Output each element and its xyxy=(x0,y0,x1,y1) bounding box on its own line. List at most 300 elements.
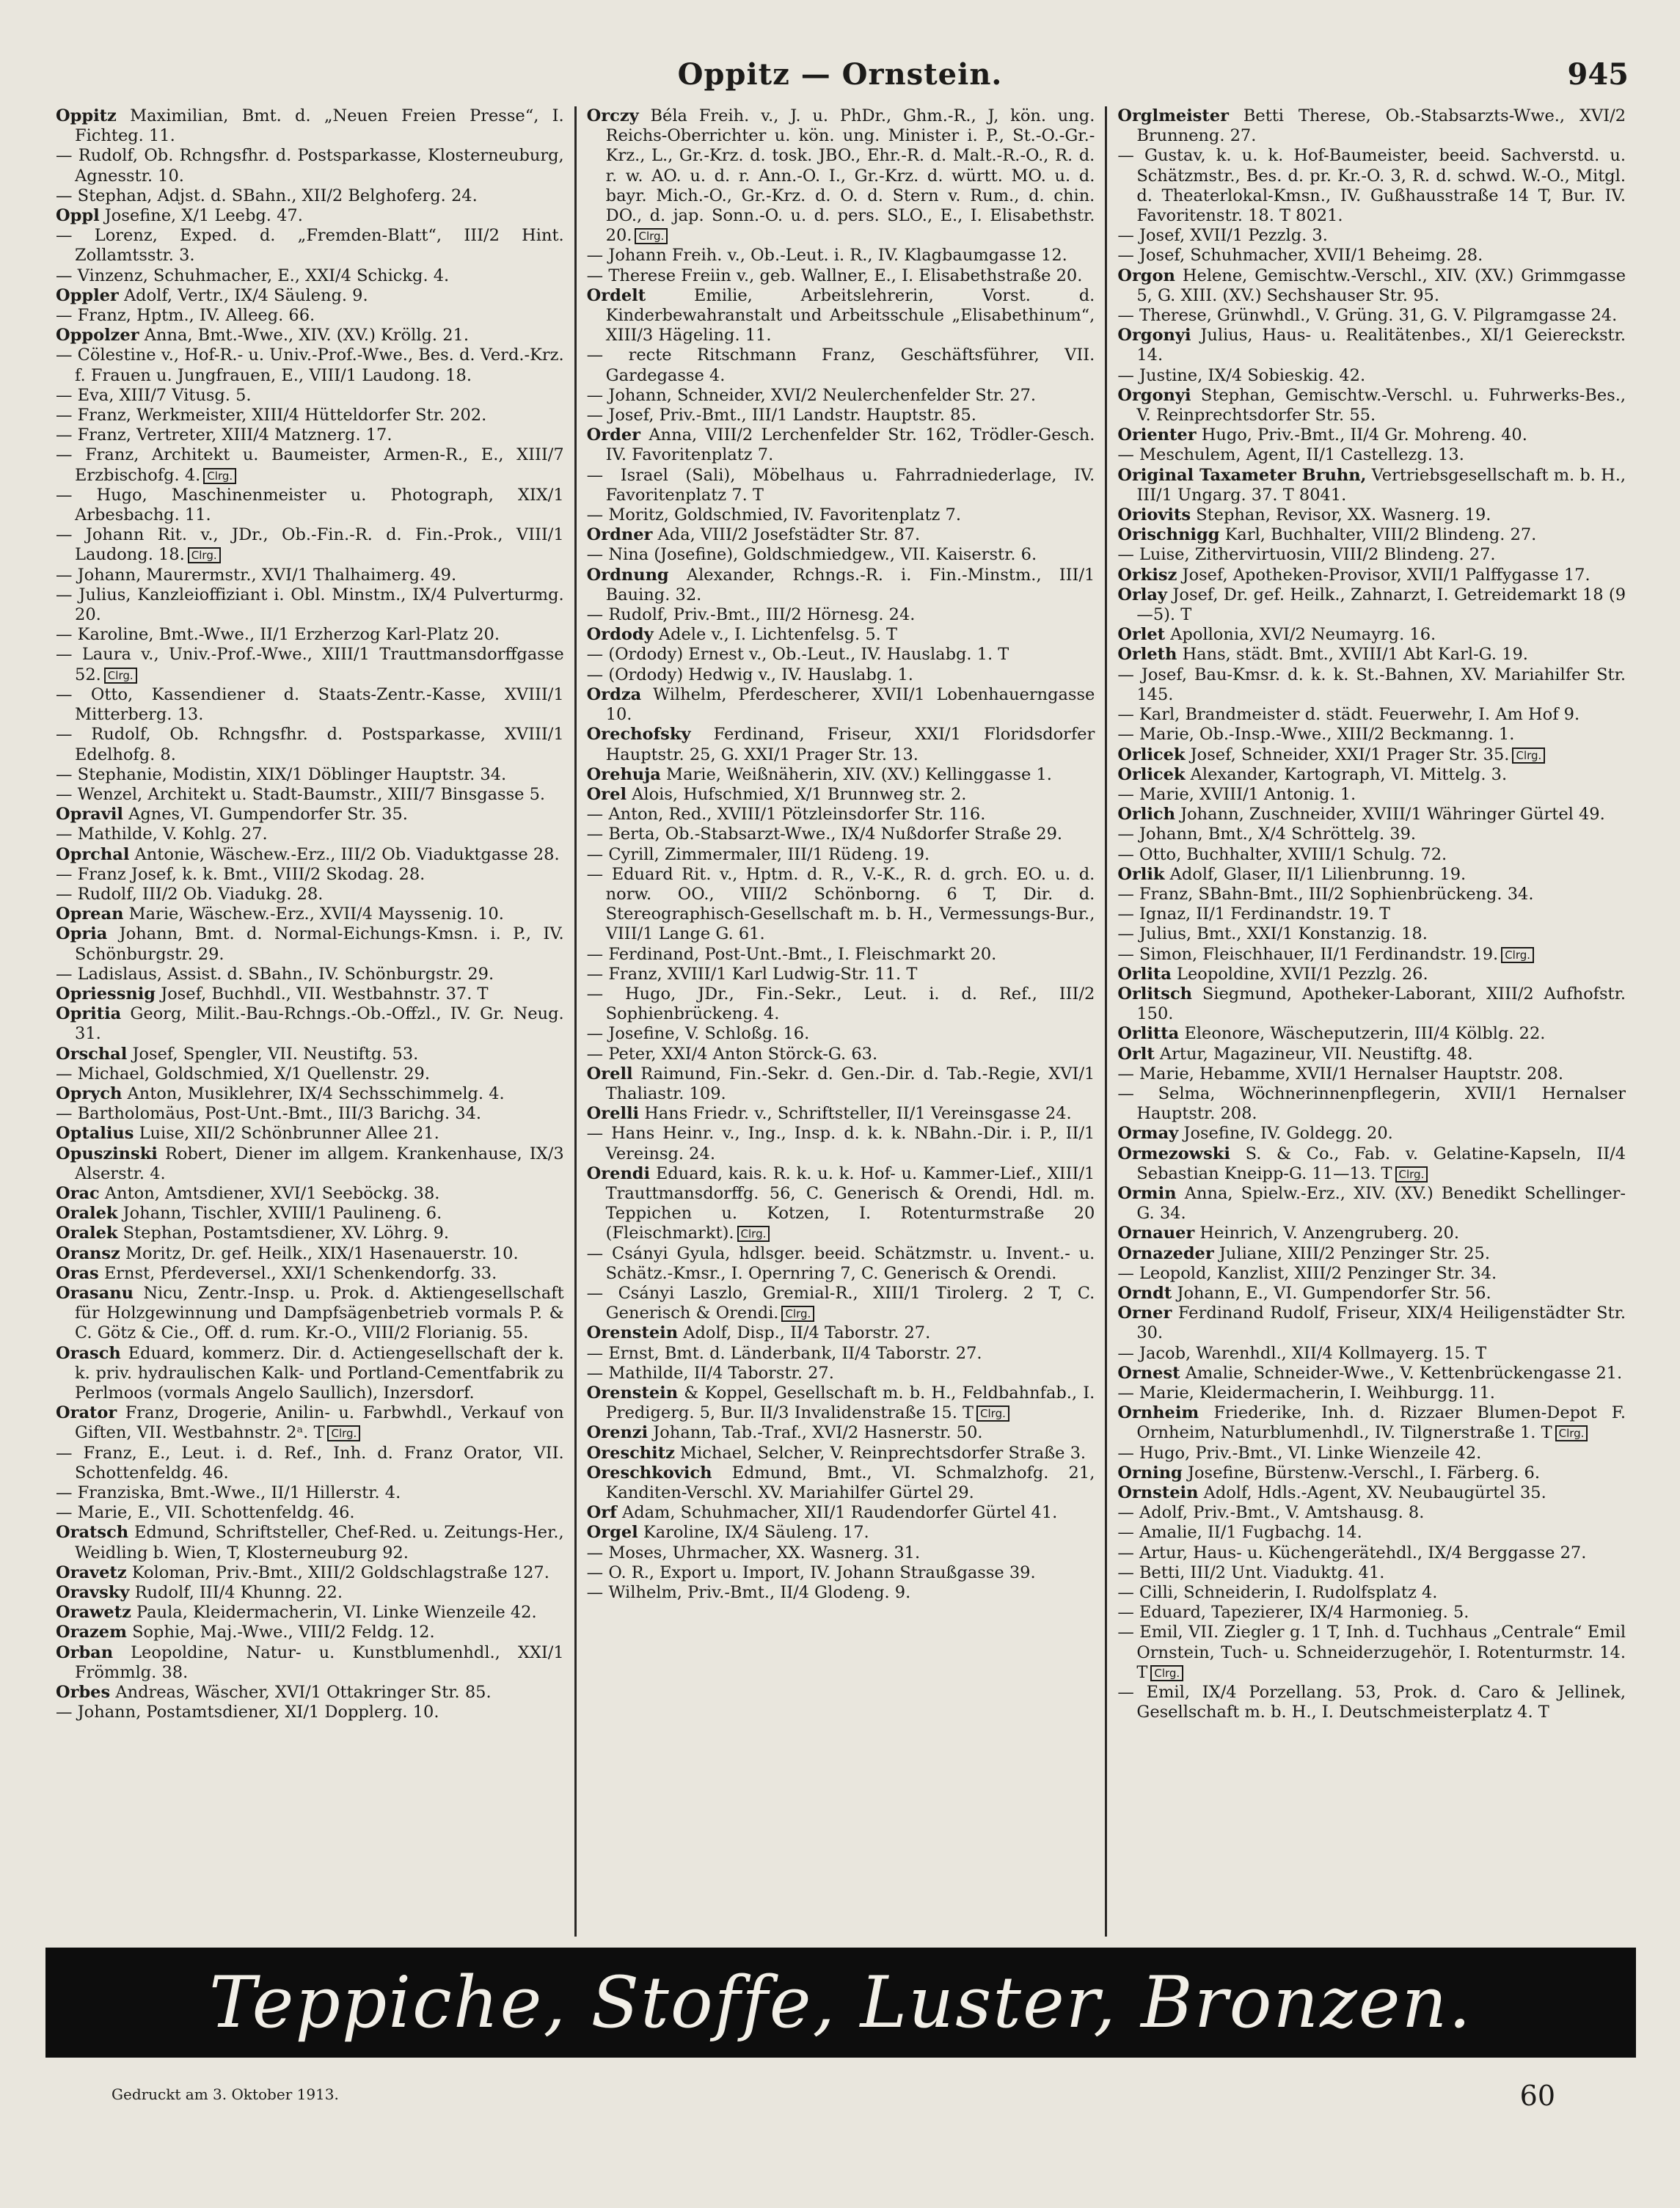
entry-details: Anna, VIII/2 Lerchenfelder Str. 162, Trödler-Gesch. IV. Favoritenplatz 7. xyxy=(605,425,1095,465)
entry-details: — Selma, Wöchnerinnenpflegerin, XVII/1 Hernalser Hauptstr. 208. xyxy=(1117,1083,1626,1124)
entry-surname: Orenzi xyxy=(586,1423,649,1443)
entry-details: Georg, Milit.-Bau-Rchngs.-Ob.-Offzl., IV. Gr. Neug. 31. xyxy=(75,1004,564,1044)
directory-entry xyxy=(56,525,564,565)
directory-entry xyxy=(56,885,564,904)
entry-details: Edmund, Bmt., VI. Schmalzhofg. 21, Kanditen-Verschl. XV. Mariahilfer Gürtel 29. xyxy=(605,1463,1095,1503)
directory-entry xyxy=(587,1284,1095,1323)
directory-entry xyxy=(1117,1284,1626,1304)
entry-details: — Eduard, Tapezierer, IX/4 Harmonieg. 5. xyxy=(1117,1603,1469,1623)
entry-surname: Ormin xyxy=(1117,1183,1177,1203)
entry-details: — Wilhelm, Priv.-Bmt., II/4 Glodeng. 9. xyxy=(586,1583,911,1603)
entry-details: — Artur, Haus- u. Küchengerätehdl., IX/4 Berggasse 27. xyxy=(1117,1543,1587,1562)
entry-details: Stephan, Gemischtw.-Verschl. u. Fuhrwerks-Bes., V. Reinprechtsdorfer Str. 55. xyxy=(1136,385,1626,425)
entry-details: — Franz, XVIII/1 Karl Ludwig-Str. 11. T xyxy=(586,964,918,984)
directory-entry xyxy=(56,1483,564,1503)
entry-surname: Oreschitz xyxy=(586,1443,675,1463)
directory-entry xyxy=(1117,945,1626,965)
entry-details: — Vinzenz, Schuhmacher, E., XXI/4 Schickg. 4. xyxy=(56,266,450,285)
directory-entry xyxy=(587,246,1095,266)
directory-entry xyxy=(1117,326,1626,365)
directory-entry xyxy=(1117,765,1626,785)
entry-details: — Moses, Uhrmacher, XX. Wasnerg. 31. xyxy=(586,1543,921,1562)
advertisement-banner xyxy=(45,1948,1636,2058)
entry-details: Josef, Buchhdl., VII. Westbahnstr. 37. T xyxy=(161,984,489,1004)
entry-details: — Cölestine v., Hof-R.- u. Univ.-Prof.-Wwe., Bes. d. Verd.-Krz. f. Frauen u. Jungfrauen, E., VIII/1 Laudong. 18. xyxy=(56,346,564,385)
directory-entry xyxy=(1117,226,1626,246)
directory-entry xyxy=(1117,1463,1626,1483)
directory-entry xyxy=(1117,1364,1626,1383)
entry-surname: Ordza xyxy=(586,684,642,704)
directory-entry xyxy=(587,1543,1095,1563)
entry-surname: Ordner xyxy=(586,525,653,545)
directory-entry xyxy=(587,845,1095,865)
entry-surname: Orlich xyxy=(1117,805,1175,825)
entry-details: — Anton, Red., XVIII/1 Pötzleinsdorfer Str. 116. xyxy=(586,805,986,825)
entry-details: — Hans Heinr. v., Ing., Insp. d. k. k. NBahn.-Dir. i. P., II/1 Vereinsg. 24. xyxy=(586,1124,1095,1163)
entry-surname: Oratsch xyxy=(56,1523,129,1543)
directory-entry xyxy=(1117,246,1626,266)
directory-entry xyxy=(587,386,1095,406)
entry-details: — Leopold, Kanzlist, XIII/2 Penzinger Str. 34. xyxy=(1117,1263,1497,1283)
directory-entry xyxy=(56,904,564,924)
entry-details: Julius, Haus- u. Realitätenbes., XI/1 Geiereckstr. 14. xyxy=(1136,326,1626,365)
entry-details: Adele v., I. Lichtenfelsg. 5. T xyxy=(658,625,897,645)
sheet-number: 60 xyxy=(1519,2080,1555,2112)
entry-details: — Karoline, Bmt.-Wwe., II/1 Erzherzog Karl-Platz 20. xyxy=(56,625,500,645)
directory-entry xyxy=(1117,466,1626,505)
entry-details: — Franz, SBahn-Bmt., III/2 Sophienbrückeng. 34. xyxy=(1117,884,1534,904)
directory-entry xyxy=(587,825,1095,844)
directory-entry xyxy=(587,466,1095,505)
entry-details: — Lorenz, Exped. d. „Fremden-Blatt“, III/2 Hint. Zollamtsstr. 3. xyxy=(56,226,564,266)
directory-entry xyxy=(587,1423,1095,1443)
entry-details: Vertriebsgesellschaft m. b. H., III/1 Ungarg. 37. T 8041. xyxy=(1136,465,1626,505)
entry-details: — Karl, Brandmeister d. städt. Feuerwehr, I. Am Hof 9. xyxy=(1117,705,1580,725)
entry-details: — Cyrill, Zimmermaler, III/1 Rüdeng. 19. xyxy=(586,844,930,864)
directory-entry xyxy=(56,1623,564,1642)
entry-surname: Ornest xyxy=(1117,1363,1180,1383)
entry-details: — Eva, XIII/7 Vitusg. 5. xyxy=(56,385,252,405)
page-footer xyxy=(45,2080,1636,2116)
directory-entry xyxy=(56,805,564,825)
entry-surname: Orlitsch xyxy=(1117,984,1193,1004)
entry-details: — Josef, Schuhmacher, XVII/1 Beheimg. 28. xyxy=(1117,246,1483,266)
entry-details: — Hugo, Priv.-Bmt., VI. Linke Wienzeile 42. xyxy=(1117,1443,1482,1463)
entry-details: Hans, städt. Bmt., XVIII/1 Abt Karl-G. 19. xyxy=(1182,645,1528,665)
entry-details: — Ernst, Bmt. d. Länderbank, II/4 Taborstr. 27. xyxy=(586,1343,982,1363)
directory-entry xyxy=(1117,825,1626,844)
directory-entry xyxy=(587,625,1095,645)
entry-details: Leopoldine, Natur- u. Kunstblumenhdl., XXI/1 Frömmlg. 38. xyxy=(75,1642,564,1682)
directory-entry xyxy=(1117,885,1626,904)
directory-entry xyxy=(56,1683,564,1703)
directory-entry xyxy=(587,1364,1095,1383)
directory-entry xyxy=(1117,745,1626,765)
directory-entry xyxy=(587,425,1095,465)
directory-entry xyxy=(56,266,564,286)
entry-details: Artur, Magazineur, VII. Neustiftg. 48. xyxy=(1159,1044,1473,1064)
directory-entry xyxy=(56,306,564,326)
entry-details: — Mathilde, II/4 Taborstr. 27. xyxy=(586,1363,834,1383)
entry-details: Anna, Bmt.-Wwe., XIV. (XV.) Kröllg. 21. xyxy=(144,326,469,346)
directory-entry xyxy=(56,645,564,684)
entry-details: — Ferdinand, Post-Unt.-Bmt., I. Fleischmarkt 20. xyxy=(586,944,997,964)
entry-surname: Orasanu xyxy=(56,1283,134,1303)
entry-details: — Stephan, Adjst. d. SBahn., XII/2 Belghoferg. 24. xyxy=(56,186,478,205)
entry-details: Edmund, Schriftsteller, Chef-Red. u. Zeitungs-Her., Weidling b. Wien, T, Klosterneuburg 92. xyxy=(75,1523,564,1562)
entry-surname: Orlet xyxy=(1117,625,1166,645)
directory-entry xyxy=(587,1463,1095,1503)
entry-details: — recte Ritschmann Franz, Geschäftsführer, VII. Gardegasse 4. xyxy=(586,346,1095,385)
directory-entry xyxy=(1117,1503,1626,1523)
entry-details: Wilhelm, Pferdescherer, XVII/1 Lobenhauerngasse 10. xyxy=(605,684,1095,725)
entry-surname: Orasch xyxy=(56,1343,121,1363)
entry-details: Ada, VIII/2 Josefstädter Str. 87. xyxy=(657,525,921,545)
telephone-badge: Clrg. xyxy=(1395,1166,1428,1182)
entry-surname: Original Taxameter Bruhn, xyxy=(1117,465,1367,485)
entry-surname: Orgonyi xyxy=(1117,385,1191,405)
directory-entry xyxy=(1117,705,1626,725)
directory-entry xyxy=(587,566,1095,605)
directory-entry xyxy=(56,845,564,865)
entry-surname: Orlita xyxy=(1117,964,1172,984)
entry-surname: Orndt xyxy=(1117,1283,1172,1303)
directory-entry xyxy=(56,1204,564,1224)
entry-details: Ernst, Pferdeversel., XXI/1 Schenkendorfg. 33. xyxy=(103,1263,497,1283)
entry-details: Alexander, Kartograph, VI. Mittelg. 3. xyxy=(1190,764,1508,784)
entry-details: — Julius, Kanzleioffiziant i. Obl. Minstm., IX/4 Pulverturmg. 20. xyxy=(56,585,564,625)
entry-details: — Otto, Kassendiener d. Staats-Zentr.-Kasse, XVIII/1 Mitterberg. 13. xyxy=(56,684,564,725)
directory-entry xyxy=(56,566,564,585)
telephone-badge: Clrg. xyxy=(635,228,668,244)
directory-entry xyxy=(56,1144,564,1184)
directory-entry xyxy=(1117,1184,1626,1224)
entry-details: — Josef, Priv.-Bmt., III/1 Landstr. Hauptstr. 85. xyxy=(586,406,976,425)
directory-entry xyxy=(587,1024,1095,1044)
entry-details: — (Ordody) Ernest v., Ob.-Leut., IV. Hauslabg. 1. T xyxy=(586,645,1009,665)
entry-details: — Franz, Architekt u. Baumeister, Armen-R., E., XIII/7 Erzbischofg. 4. xyxy=(56,445,564,485)
entry-details: — Hugo, JDr., Fin.-Sekr., Leut. i. d. Ref., III/2 Sophienbrückeng. 4. xyxy=(586,984,1095,1024)
directory-entry xyxy=(587,1323,1095,1343)
directory-entry xyxy=(587,645,1095,665)
telephone-badge: Clrg. xyxy=(203,468,236,484)
entry-details: — Johann Rit. v., JDr., Ob.-Fin.-R. d. Fin.-Prok., VIII/1 Laudong. 18. xyxy=(56,525,564,565)
directory-entry xyxy=(56,445,564,485)
directory-entry xyxy=(1117,585,1626,625)
entry-details: Josef, Dr. gef. Heilk., Zahnarzt, I. Getreidemarkt 18 (9—5). T xyxy=(1136,585,1626,625)
entry-surname: Ornheim xyxy=(1117,1403,1199,1423)
entry-details: — Luise, Zithervirtuosin, VIII/2 Blindeng. 27. xyxy=(1117,545,1496,565)
directory-entry xyxy=(56,825,564,844)
entry-details: Anton, Amtsdiener, XVI/1 Seeböckg. 38. xyxy=(104,1183,440,1203)
entry-details: — Marie, Ob.-Insp.-Wwe., XIII/2 Beckmanng. 1. xyxy=(1117,725,1515,745)
directory-entry xyxy=(56,965,564,984)
telephone-badge: Clrg. xyxy=(737,1226,770,1242)
directory-entry xyxy=(587,1164,1095,1244)
entry-details: Amalie, Schneider-Wwe., V. Kettenbrückengasse 21. xyxy=(1185,1363,1623,1383)
entry-surname: Orienter xyxy=(1117,425,1197,445)
entry-details: — Betti, III/2 Unt. Viaduktg. 41. xyxy=(1117,1562,1385,1582)
entry-details: — Emil, VII. Ziegler g. 1 T, Inh. d. Tuchhaus „Centrale“ Emil Ornstein, Tuch- u. Schneiderzugehör, I. Rotenturmstr. 14. T xyxy=(1117,1623,1626,1682)
directory-entry xyxy=(1117,1244,1626,1264)
entry-details: — Ladislaus, Assist. d. SBahn., IV. Schönburgstr. 29. xyxy=(56,964,494,984)
directory-entry xyxy=(587,945,1095,965)
directory-entry xyxy=(587,605,1095,625)
entry-details: — Therese, Grünwhdl., V. Grüng. 31, G. V. Pilgramgasse 24. xyxy=(1117,306,1618,326)
entry-details: — Johann, Schneider, XVI/2 Neulerchenfelder Str. 27. xyxy=(586,385,1037,405)
entry-details: — Marie, E., VII. Schottenfeldg. 46. xyxy=(56,1503,355,1523)
entry-details: — Berta, Ob.-Stabsarzt-Wwe., IX/4 Nußdorfer Straße 29. xyxy=(586,825,1063,844)
entry-details: Antonie, Wäschew.-Erz., III/2 Ob. Viaduktgasse 28. xyxy=(134,844,560,864)
entry-details: Johann, Bmt. d. Normal-Eichungs-Kmsn. i. P., IV. Schönburgstr. 29. xyxy=(75,924,564,964)
directory-entry xyxy=(1117,1383,1626,1403)
entry-surname: Ormay xyxy=(1117,1124,1179,1144)
entry-details: — Bartholomäus, Post-Unt.-Bmt., III/3 Barichg. 34. xyxy=(56,1104,482,1124)
entry-details: — Amalie, II/1 Fugbachg. 14. xyxy=(1117,1523,1362,1543)
entry-details: Andreas, Wäscher, XVI/1 Ottakringer Str. 85. xyxy=(115,1683,492,1703)
directory-entry xyxy=(1117,965,1626,984)
telephone-badge: Clrg. xyxy=(1501,947,1534,963)
entry-surname: Orner xyxy=(1117,1304,1172,1323)
entry-surname: Orelli xyxy=(586,1104,640,1124)
entry-details: — Nina (Josefine), Goldschmiedgew., VII. Kaiserstr. 6. xyxy=(586,545,1037,565)
entry-details: — Stephanie, Modistin, XIX/1 Döblinger Hauptstr. 34. xyxy=(56,764,507,784)
entry-details: Johann, Tischler, XVIII/1 Paulineng. 6. xyxy=(123,1204,442,1224)
directory-entry xyxy=(56,226,564,266)
directory-entry xyxy=(587,1104,1095,1124)
entry-surname: Oppl xyxy=(56,206,100,226)
directory-entry xyxy=(1117,386,1626,425)
entry-details: Juliane, XIII/2 Penzinger Str. 25. xyxy=(1219,1243,1490,1263)
entry-details: — O. R., Export u. Import, IV. Johann Straußgasse 39. xyxy=(586,1562,1036,1582)
directory-entry xyxy=(56,1603,564,1623)
directory-entry xyxy=(1117,106,1626,146)
entry-surname: Orkisz xyxy=(1117,565,1177,585)
directory-entry xyxy=(587,1064,1095,1104)
directory-entry xyxy=(56,286,564,306)
entry-surname: Opriessnig xyxy=(56,984,156,1004)
directory-entry xyxy=(587,1444,1095,1463)
entry-details: Adolf, Vertr., IX/4 Säuleng. 9. xyxy=(123,285,368,305)
directory-entry xyxy=(56,1064,564,1084)
directory-entry xyxy=(1117,1444,1626,1463)
page-title: Oppitz — Ornstein. xyxy=(677,57,1003,92)
entry-details: — Johann, Postamtsdiener, XI/1 Dopplerg. 10. xyxy=(56,1703,439,1722)
entry-details: — Csányi Laszlo, Gremial-R., XIII/1 Tirolerg. 2 T, C. Generisch & Orendi. xyxy=(586,1283,1095,1323)
directory-entry xyxy=(1117,425,1626,445)
entry-details: — Franz, E., Leut. i. d. Ref., Inh. d. Franz Orator, VII. Schottenfeldg. 46. xyxy=(56,1443,564,1483)
entry-surname: Orawetz xyxy=(56,1603,131,1623)
entry-details: Helene, Gemischtw.-Verschl., XIV. (XV.) Grimmgasse 5, G. XIII. (XV.) Sechshauser Str. 95. xyxy=(1136,266,1626,305)
entry-details: Friederike, Inh. d. Rizzaer Blumen-Depot F. Ornheim, Naturblumenhdl., IV. Tilgnerstraße 1. T xyxy=(1136,1403,1626,1443)
entry-surname: Opria xyxy=(56,924,108,944)
entry-details: — Otto, Buchhalter, XVIII/1 Schulg. 72. xyxy=(1117,844,1447,864)
directory-entry xyxy=(1117,1344,1626,1364)
entry-details: — Johann, Bmt., X/4 Schröttelg. 39. xyxy=(1117,825,1417,844)
directory-entry xyxy=(1117,1483,1626,1503)
entry-surname: Orlay xyxy=(1117,585,1167,604)
entry-details: Eduard, kais. R. k. u. k. Hof- u. Kammer-Lief., XIII/1 Trauttmansdorffg. 56, C. Generisch & Orendi, Hdl. m. Teppichen u. Kotzen, I. Rotenturmstraße 20 (Fleischmarkt). xyxy=(605,1163,1095,1243)
directory-entry xyxy=(56,1643,564,1683)
entry-details: Alexander, Rchngs.-R. i. Fin.-Minstm., III/1 Bauing. 32. xyxy=(605,565,1095,604)
directory-entry xyxy=(56,326,564,346)
entry-details: Maximilian, Bmt. d. „Neuen Freien Presse“, I. Fichteg. 11. xyxy=(75,106,564,146)
entry-details: — Franz, Vertreter, XIII/4 Matznerg. 17. xyxy=(56,425,392,445)
directory-entry xyxy=(1117,366,1626,386)
entry-details: — Wenzel, Architekt u. Stadt-Baumstr., XIII/7 Binsgasse 5. xyxy=(56,784,546,804)
directory-entry xyxy=(56,1084,564,1104)
entry-details: S. & Co., Fab. v. Gelatine-Kapseln, II/4 Sebastian Kneipp-G. 11—13. T xyxy=(1136,1144,1626,1183)
directory-entry xyxy=(56,346,564,385)
entry-surname: Oppitz xyxy=(56,106,117,125)
entry-surname: Orglmeister xyxy=(1117,106,1229,125)
entry-details: Raimund, Fin.-Sekr. d. Gen.-Dir. d. Tab.-Regie, XVI/1 Thaliastr. 109. xyxy=(605,1064,1095,1103)
directory-entry xyxy=(1117,725,1626,745)
entry-surname: Oriovits xyxy=(1117,505,1191,525)
directory-entry xyxy=(56,1124,564,1144)
directory-entry xyxy=(587,106,1095,246)
directory-entry xyxy=(56,625,564,645)
entry-details: Koloman, Priv.-Bmt., XIII/2 Goldschlagstraße 127. xyxy=(131,1562,549,1582)
entry-details: Hans Friedr. v., Schriftsteller, II/1 Vereinsgasse 24. xyxy=(644,1104,1072,1124)
banner-text: Teppiche, Stoffe, Luster, Bronzen. xyxy=(209,1962,1472,2044)
entry-details: — Johann Freih. v., Ob.-Leut. i. R., IV. Klagbaumgasse 12. xyxy=(586,246,1067,266)
telephone-badge: Clrg. xyxy=(1555,1425,1588,1441)
entry-details: — Josef, XVII/1 Pezzlg. 3. xyxy=(1117,226,1328,246)
directory-entry xyxy=(56,406,564,425)
telephone-badge: Clrg. xyxy=(104,668,137,684)
entry-surname: Orac xyxy=(56,1183,100,1203)
entry-surname: Ormezowski xyxy=(1117,1144,1230,1163)
entry-details: — Rudolf, Priv.-Bmt., III/2 Hörnesg. 24. xyxy=(586,605,916,625)
directory-entry xyxy=(56,685,564,725)
directory-entry xyxy=(587,525,1095,545)
directory-entry xyxy=(56,865,564,885)
entry-details: Eduard, kommerz. Dir. d. Actiengesellschaft der k. k. priv. hydraulischen Kalk- und Portland-Cementfabrik zu Perlmoos (vormals Angelo Saullich), Inzersdorf. xyxy=(75,1343,564,1403)
directory-entry xyxy=(56,1703,564,1722)
directory-entry xyxy=(587,865,1095,945)
entry-details: Michael, Selcher, V. Reinprechtsdorfer Straße 3. xyxy=(680,1443,1086,1463)
directory-entry xyxy=(1117,924,1626,944)
entry-details: — Laura v., Univ.-Prof.-Wwe., XIII/1 Trauttmansdorffgasse 52. xyxy=(56,645,564,684)
entry-details: — Johann, Maurermstr., XVI/1 Thalhaimerg. 49. xyxy=(56,565,457,585)
directory-entry xyxy=(56,1403,564,1443)
entry-details: Luise, XII/2 Schönbrunner Allee 21. xyxy=(139,1124,439,1144)
entry-surname: Oprean xyxy=(56,904,124,924)
directory-entry xyxy=(587,406,1095,425)
directory-entry xyxy=(1117,805,1626,825)
directory-entry xyxy=(1117,146,1626,226)
directory-entry xyxy=(587,1045,1095,1064)
directory-entry xyxy=(56,106,564,146)
entry-details: Leopoldine, XVII/1 Pezzlg. 26. xyxy=(1177,964,1428,984)
entry-details: — Franz Josef, k. k. Bmt., VIII/2 Skodag. 28. xyxy=(56,864,426,884)
directory-entry xyxy=(56,386,564,406)
entry-surname: Ornazeder xyxy=(1117,1243,1214,1263)
directory-entry xyxy=(56,146,564,186)
entry-details: Marie, Weißnäherin, XIV. (XV.) Kellinggasse 1. xyxy=(666,764,1052,784)
directory-entry xyxy=(1117,1024,1626,1044)
directory-entry xyxy=(1117,845,1626,865)
entry-surname: Ordody xyxy=(586,625,654,645)
directory-entry xyxy=(1117,1144,1626,1184)
entry-details: — Meschulem, Agent, II/1 Castellezg. 13. xyxy=(1117,445,1464,465)
entry-details: Ferdinand, Friseur, XXI/1 Floridsdorfer Hauptstr. 25, G. XXI/1 Prager Str. 13. xyxy=(605,725,1095,764)
entry-surname: Orban xyxy=(56,1642,114,1662)
entry-details: & Koppel, Gesellschaft m. b. H., Feldbahnfab., I. Predigerg. 5, Bur. II/3 Invalidenstraße 15. T xyxy=(605,1383,1095,1423)
telephone-badge: Clrg. xyxy=(188,547,221,563)
page-header xyxy=(0,51,1680,95)
directory-entry xyxy=(1117,984,1626,1024)
directory-entry xyxy=(56,1184,564,1204)
directory-entry xyxy=(587,725,1095,764)
entry-surname: Oransz xyxy=(56,1243,120,1263)
entry-surname: Orgonyi xyxy=(1117,326,1191,346)
entry-details: Betti Therese, Ob.-Stabsarzts-Wwe., XVI/2 Brunneng. 27. xyxy=(1136,106,1626,146)
directory-entry xyxy=(56,1503,564,1523)
entry-surname: Orf xyxy=(586,1503,617,1523)
directory-entry xyxy=(587,1244,1095,1284)
entry-details: — Josefine, V. Schloßg. 16. xyxy=(586,1024,810,1044)
directory-entry xyxy=(56,1563,564,1583)
entry-surname: Opravil xyxy=(56,805,123,825)
entry-details: Adam, Schuhmacher, XII/1 Raudendorfer Gürtel 41. xyxy=(621,1503,1058,1523)
directory-entry xyxy=(56,1224,564,1243)
directory-column-2 xyxy=(574,106,1106,1937)
directory-entry xyxy=(56,186,564,206)
directory-entry xyxy=(56,1244,564,1264)
entry-details: Josef, Schneider, XXI/1 Prager Str. 35. xyxy=(1190,745,1510,764)
directory-entry xyxy=(1117,525,1626,545)
directory-entry xyxy=(56,585,564,625)
entry-details: — Marie, Hebamme, XVII/1 Hernalser Hauptstr. 208. xyxy=(1117,1064,1563,1083)
entry-details: Nicu, Zentr.-Insp. u. Prok. d. Aktiengesellschaft für Holzgewinnung und Dampfsägenbetrieb vormals P. & C. Götz & Cie., Off. d. rum. Kr.-O., VIII/2 Florianig. 55. xyxy=(75,1283,564,1343)
entry-details: Josefine, IV. Goldegg. 20. xyxy=(1183,1124,1393,1144)
entry-details: Béla Freih. v., J. u. PhDr., Ghm.-R., J, kön. ung. Reichs-Oberrichter u. kön. ung. Minister i. P., St.-O.-Gr.-Krz., L., Gr.-Krz. d. tosk. JBO., Ehr.-R. d. Malt.-R.-O., R. d. r. w. AO. u. d. r. Ann.-O. I., Gr.-Krz. d. württ. MO. u. d. bayr. Mich.-O., Gr.-Krz. d. O. d. Stern v. Rum., d. chin. DO., d. jap. Sonn.-O. u. d. pers. SLO., E., I. Elisabethstr. 20. xyxy=(605,106,1095,246)
directory-entry xyxy=(56,206,564,226)
directory-entry xyxy=(587,805,1095,825)
directory-entry xyxy=(56,1444,564,1483)
entry-details: Marie, Wäschew.-Erz., XVII/4 Mayssenig. 10. xyxy=(128,904,504,924)
entry-details: — Mathilde, V. Kohlg. 27. xyxy=(56,825,268,844)
entry-surname: Orendi xyxy=(586,1163,651,1183)
directory-entry xyxy=(587,965,1095,984)
directory-entry xyxy=(587,984,1095,1024)
directory-columns xyxy=(45,106,1636,1937)
entry-surname: Orgel xyxy=(586,1523,638,1543)
entry-details: — Moritz, Goldschmied, IV. Favoritenplatz 7. xyxy=(586,505,961,525)
directory-entry xyxy=(587,1503,1095,1523)
entry-details: Johann, E., VI. Gumpendorfer Str. 56. xyxy=(1177,1283,1491,1303)
entry-details: Agnes, VI. Gumpendorfer Str. 35. xyxy=(128,805,408,825)
entry-details: Heinrich, V. Anzengruberg. 20. xyxy=(1199,1224,1460,1243)
directory-entry xyxy=(1117,665,1626,705)
entry-details: — Julius, Bmt., XXI/1 Konstanzig. 18. xyxy=(1117,924,1428,944)
directory-entry xyxy=(587,545,1095,565)
entry-details: — Justine, IX/4 Sobieskig. 42. xyxy=(1117,365,1366,385)
entry-surname: Ordelt xyxy=(586,285,646,305)
entry-details: — Therese Freiin v., geb. Wallner, E., I. Elisabethstraße 20. xyxy=(586,266,1083,285)
entry-details: Anton, Musiklehrer, IX/4 Sechsschimmelg. 4. xyxy=(127,1083,505,1103)
page-number: 945 xyxy=(1567,57,1629,92)
print-date: Gedruckt am 3. Oktober 1913. xyxy=(112,2085,339,2103)
directory-entry xyxy=(56,1104,564,1124)
directory-entry xyxy=(1117,625,1626,645)
entry-details: Anna, Spielw.-Erz., XIV. (XV.) Benedikt Schellinger-G. 34. xyxy=(1136,1183,1626,1224)
entry-surname: Ordnung xyxy=(586,565,669,585)
entry-surname: Orlicek xyxy=(1117,745,1186,764)
directory-entry xyxy=(1117,645,1626,665)
